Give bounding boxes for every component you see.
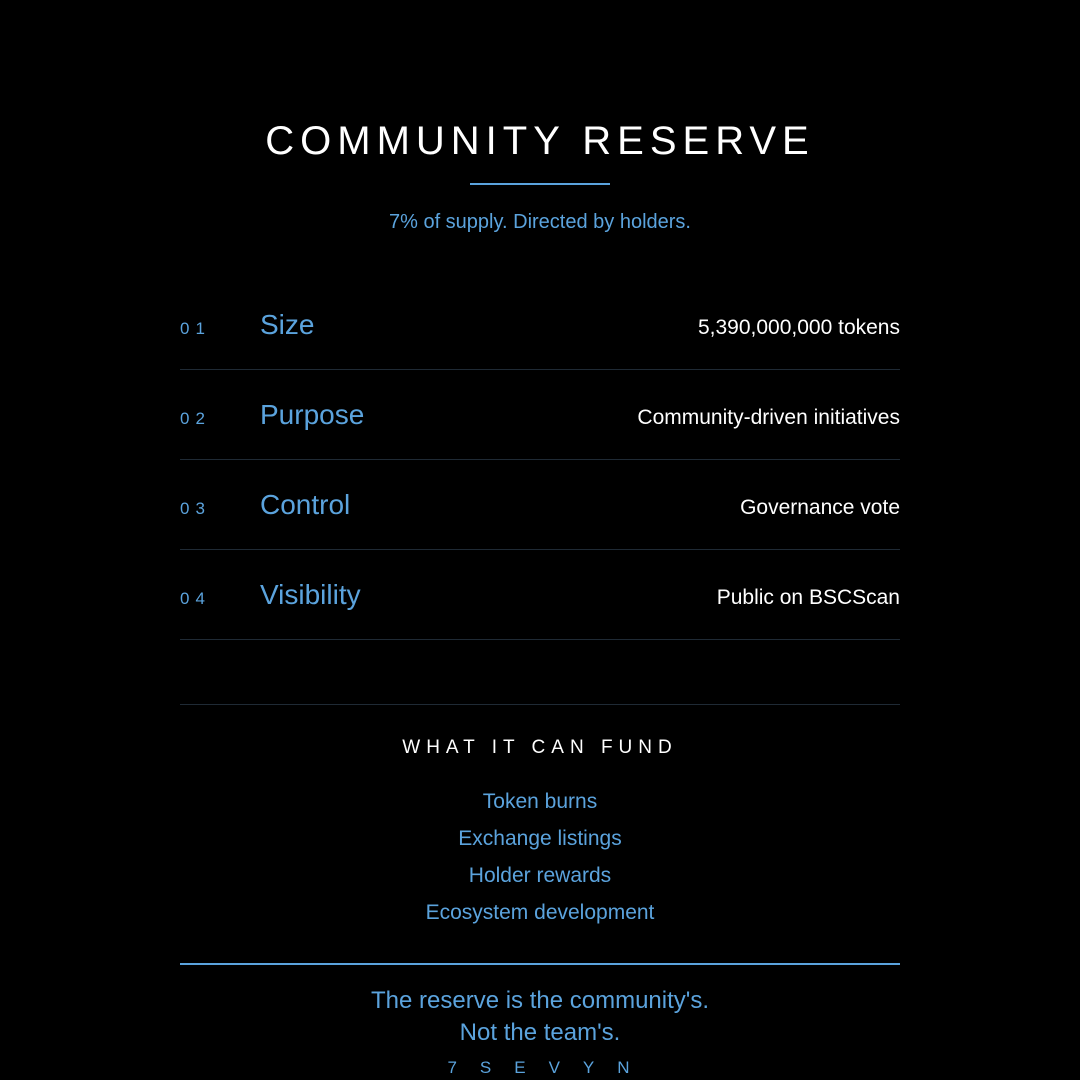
fund-item: Ecosystem development bbox=[425, 901, 655, 924]
row-number: 01 bbox=[180, 319, 211, 338]
title-underline bbox=[470, 183, 610, 185]
row-number: 03 bbox=[180, 499, 211, 518]
closing-line-2: Not the team's. bbox=[459, 1019, 621, 1046]
row-number: 04 bbox=[180, 589, 211, 608]
row-label: Size bbox=[260, 309, 315, 340]
brand-wordmark: 7SEVYN bbox=[447, 1058, 653, 1077]
row-label: Purpose bbox=[260, 399, 365, 430]
row-value: Community-driven initiatives bbox=[637, 406, 900, 429]
row-value: 5,390,000,000 tokens bbox=[697, 316, 900, 339]
fund-item: Exchange listings bbox=[458, 827, 622, 850]
detail-row-control bbox=[180, 460, 900, 550]
page-subtitle: 7% of supply. Directed by holders. bbox=[388, 211, 691, 233]
closing-statement bbox=[0, 985, 1080, 1049]
reserve-details-list bbox=[180, 280, 900, 640]
row-number: 02 bbox=[180, 409, 211, 428]
row-value: Public on BSCScan bbox=[716, 586, 900, 609]
row-label: Visibility bbox=[260, 579, 361, 610]
page-title: COMMUNITY RESERVE bbox=[265, 119, 815, 163]
row-value: Governance vote bbox=[740, 496, 900, 519]
fund-heading: WHAT IT CAN FUND bbox=[402, 737, 678, 758]
section-divider bbox=[180, 704, 900, 705]
detail-row-purpose bbox=[180, 370, 900, 460]
fund-item: Token burns bbox=[482, 790, 598, 813]
detail-row-size bbox=[180, 280, 900, 370]
row-label: Control bbox=[260, 489, 351, 520]
fund-list bbox=[0, 783, 1080, 931]
accent-divider bbox=[180, 963, 900, 965]
detail-row-visibility bbox=[180, 550, 900, 640]
closing-line-1: The reserve is the community's. bbox=[370, 987, 710, 1014]
fund-item: Holder rewards bbox=[468, 864, 612, 887]
